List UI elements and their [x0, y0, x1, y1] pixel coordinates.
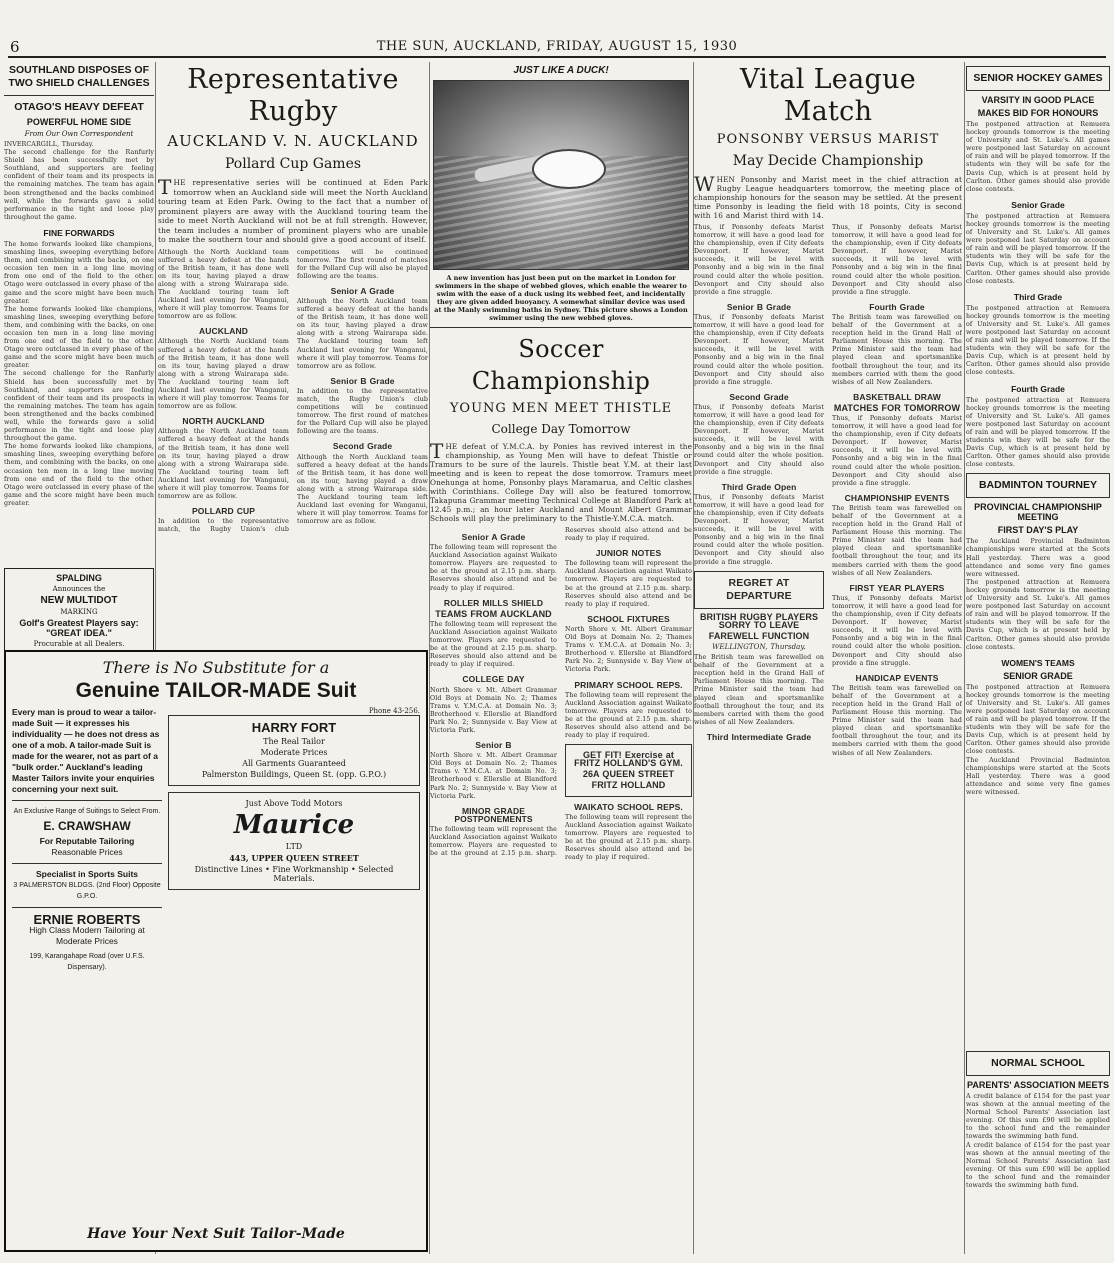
article-body: North Shore v. Mt. Albert Grammar Old Boys at Domain No. 2; Thames Trams v. Y.M.C.A. at Domain No. 3; Brotherhood v. Ellerslie at Blandford Park No. 2; Sunnyside v. Bay View at Victoria Park. [430, 686, 557, 734]
section-head-minor: MINOR GRADE POSTPONEMENTS [454, 805, 533, 824]
subhead-college-day: College Day Tomorrow [491, 422, 631, 436]
headline-league: Vital League Match [739, 64, 917, 127]
section-head-senior-b: Senior B Grade [330, 375, 395, 386]
article-body: North Shore v. Mt. Albert Grammar Old Boys at Domain No. 2; Thames Trams v. Y.M.C.A. at Domain No. 3; Brotherhood v. Ellerslie at Blandford Park No. 2; Sunnyside v. Bay View at Victoria Park. [430, 752, 557, 800]
article-body: Although the North Auckland team suffered a heavy defeat at the hands of the British team, it has done well on its tour, having played a draw along with a strong Wairarapa side. The Auckland touring team left Auckland last evening for Wanganui, where it will play tomorrow. Teams for tomorrow are as follow. [158, 428, 289, 501]
badminton-box [966, 473, 1110, 498]
divider [12, 800, 162, 801]
section-head-third-open: Third Grade Open [721, 481, 797, 492]
section-head-championship: CHAMPIONSHIP EVENTS [844, 492, 950, 503]
article-body: North Shore v. Mt. Albert Grammar Old Boys at Domain No. 2; Thames Trams v. Y.M.C.A. at Domain No. 3; Brotherhood v. Ellerslie at Blandford Park No. 2; Sunnyside v. Bay View at Victoria Park. [565, 625, 692, 674]
crawshaw-spec: Specialist in Sports Suits [35, 869, 139, 879]
byline: From Our Own Correspondent [24, 130, 134, 138]
section-head-senior-a: Senior A Grade [330, 285, 395, 296]
headline-hockey: SENIOR HOCKEY GAMES [973, 72, 1103, 84]
crawshaw-name: E. CRAWSHAW [43, 819, 131, 833]
maurice-above: Just Above Todd Motors [245, 799, 343, 808]
article-columns [158, 249, 428, 535]
article-body: The home forwards looked like champions, smashing lines, sweeping everything before them, and combining with the backs, on one occasion ten men in a long line moving from one end of the field to the other. Otago were outclassed in every phase of the game and the score might have been much greater. [4, 443, 154, 507]
section-head-north: NORTH AUCKLAND [182, 416, 265, 427]
webbed-glove [534, 151, 604, 187]
section-head-handicap: HANDICAP EVENTS [855, 672, 939, 683]
roberts-tag: High Class Modern Tailoring at Moderate Prices [29, 925, 145, 946]
subhead-ponsonby: PONSONBY VERSUS MARIST [716, 132, 940, 147]
section-head-second: Second Grade [729, 391, 789, 402]
spalding-brand: SPALDING [56, 573, 102, 583]
ad-inner [12, 707, 420, 973]
gym-ad-title: GET FIT! Exercise at FRITZ HOLLAND'S GYM. [574, 750, 683, 769]
section-head-third: Third Grade [1013, 291, 1063, 302]
section-sub-basketball: MATCHES FOR TOMORROW [833, 402, 961, 413]
ad-left [12, 707, 162, 973]
subhead-varsity: VARSITY IN GOOD PLACE [981, 95, 1095, 105]
article-body: The Auckland Provincial Badminton championships were started at the Scots Hall yesterday. There was a good attendance and some very fine games were witnessed. [966, 756, 1110, 796]
section-head-senior-a: Senior A Grade [461, 532, 526, 542]
gym-ad-name: FRITZ HOLLAND [591, 780, 666, 791]
ad-selection: An Exclusive Range of Suitings to Select From. [13, 808, 161, 815]
article-body: Although the North Auckland team suffered a heavy defeat at the hands of the British team, it has done well on its tour, having played a draw along with a strong Wairarapa side. The Auckland touring team left Auckland last evening for Wanganui, where it will play tomorrow. Teams for tomorrow are as follow. [158, 338, 289, 411]
normal-school-block [966, 1047, 1110, 1190]
gym-ad-address: 26A QUEEN STREET [582, 769, 675, 780]
divider [12, 863, 162, 864]
subhead-powerful: POWERFUL HOME SIDE [26, 117, 132, 127]
article-body: The second challenge for the Ranfurly Shield has been successfully met by Southland, and supporters are feeling confident of their team and its prospects in the remaining matches. The team has again been strengthened and the backs combined well, while the forwards gave a solid performance in the tight and loose play throughout the game. [4, 149, 154, 221]
subhead-provincial: PROVINCIAL CHAMPIONSHIP MEETING [974, 502, 1102, 523]
ad-pitch: Every man is proud to wear a tailor-made Suit — it expresses his individuality — he does not dress as one of a mob. A tailor-made Suit is made for the wearer, not as part of a "bulk order." Auckland's leading Master Tailors invite your enquiries concerning your next suit. [12, 707, 160, 794]
subhead-auckland: AUCKLAND V. N. AUCKLAND [167, 132, 419, 150]
article-body: The British team was farewelled on behalf of the Government at a reception held in the Grand Hall of Parliament House this morning. The Prime Minister said the team had played clean and sportsmanlike football throughout the tour, and its members carried with them the good wishes of all New Zealanders. [832, 684, 962, 757]
section-head-waikato: WAIKATO SCHOOL REPS. [574, 801, 683, 812]
photo-caption: A new invention has just been put on the market in London for swimmers in the shape of webbed gloves, which enable the wearer to swim with the ease of a duck using its webbed feet, and incidentally they are given added buoyancy. A somewhat similar device was used at the Manly swimming baths in Sydney. This picture shows a London swimmer using the new webbed gloves. [434, 274, 688, 322]
article-body: A credit balance of £154 for the past year was shown at the annual meeting of the Normal School Parents' Association last evening. Of this sum £90 will be applied to the school fund and the remainder towards the swimming bath fund. [966, 1093, 1110, 1141]
section-head-school: SCHOOL FIXTURES [587, 613, 670, 624]
subhead-honours: MAKES BID FOR HONOURS [977, 108, 1099, 118]
page-number: 6 [10, 38, 20, 56]
divider [12, 907, 162, 908]
article-body: The British team was farewelled on behalf of the Government at a reception held in the Grand Hall of Parliament House this morning. The Prime Minister said the team had played clean and sportsmanlike football throughout the tour, and its members carried with them the good wishes of all New Zealanders. [694, 654, 824, 726]
regret-headline: REGRET AT DEPARTURE [726, 576, 792, 602]
article-body: The following team will represent the Auckland Association against Waikato tomorrow. Players are requested to be at the ground at 2.15 p.m. sharp. Reserves should also attend and be ready to play if required. [565, 691, 692, 740]
article-body: The postponed attraction at Remuera hockey grounds tomorrow is the meeting of University and St. Luke's. All games were postponed last Saturday on account of rain and will be played tomorrow. If the students win they will be safe for the Davis Cup, which is at present held by Carlton. Other games should also provide close contests. [966, 683, 1110, 756]
section-head-senior: Senior Grade [1011, 199, 1065, 210]
regret-box [694, 571, 824, 609]
newspaper-title: THE SUN, AUCKLAND, FRIDAY, AUGUST 15, 1930 [376, 39, 738, 54]
section-head-auckland: AUCKLAND [199, 326, 248, 337]
ad-right [168, 707, 420, 973]
normal-box [966, 1051, 1110, 1076]
spalding-tagline: Golf's Greatest Players say: "GREAT IDEA." [19, 618, 139, 638]
swimmer-photo [433, 80, 689, 270]
article-body: The following team will represent the Auckland Association against Waikato tomorrow. Players are requested to be at the ground at 2.15 p.m. sharp. Reserves should also attend and be ready to play if required. [430, 527, 692, 858]
article-body: Thus, if Ponsonby defeats Marist tomorrow, it will have a good lead for the championship, even if City defeats Devonport. If however, Marist succeeds, it will be level with Ponsonby and a big win in the final round could alter the whole position. Devonport and City should also provide a fine struggle. [694, 493, 824, 566]
fort-name: HARRY FORT [251, 720, 337, 735]
spalding-dealers: Procurable at all Dealers. [33, 640, 125, 648]
subhead-otago: OTAGO'S HEAVY DEFEAT [14, 101, 144, 113]
fort-garments: All Garments Guaranteed [242, 759, 346, 768]
article-body: The postponed attraction at Remuera hockey grounds tomorrow is the meeting of University and St. Luke's. All games were postponed last Saturday on account of rain and will be played tomorrow. If the students win they will be safe for the Davis Cup, which is at present held by Carlton. Other games should also provide close contests. [966, 578, 1110, 651]
article-body: Although the North Auckland team suffered a heavy defeat at the hands of the British team, it has done well on its tour, having played a draw along with a strong Wairarapa side. The Auckland touring team left Auckland last evening for Wanganui, where it will play tomorrow. Teams for tomorrow are as follow. [158, 248, 289, 321]
wellington-dateline: WELLINGTON, Thursday. [712, 642, 806, 651]
article-body: In addition to the representative match, the Rugby Union's club competitions will be continued tomorrow. The first round of matches for the Pollard Cup will also be played following are the teams. [158, 248, 428, 534]
article-body: Thus, if Ponsonby defeats Marist tomorrow, it will have a good lead for the championship, even if City defeats Devonport. If however, Marist succeeds, it will be level with Ponsonby and a big win in the final round could alter the whole position. Devonport and City should also provide a fine struggle. [694, 313, 824, 386]
article-body: The home forwards looked like champions, smashing lines, sweeping everything before them, and combining with the backs, on one occasion ten men in a long line moving from one end of the field to the other. Otago were outclassed in every phase of the game and the score might have been much greater. [4, 305, 154, 370]
ad-line1: There is No Substitute for a [102, 658, 330, 677]
fort-box [168, 715, 420, 786]
tailor-advertisement [4, 650, 428, 1252]
spalding-ad [4, 568, 154, 655]
article-body: The postponed attraction at Remuera hockey grounds tomorrow is the meeting of University and St. Luke's. All games were postponed last Saturday on account of rain and will be played tomorrow. If the students win they will be safe for the Davis Cup, which is at present held by Carlton. Other games should also provide close contests. [966, 396, 1110, 469]
article-body: The following team will represent the Auckland Association against Waikato tomorrow. Players are requested to be at the ground at 2.15 p.m. sharp. Reserves should also attend and be ready to play if required. [430, 620, 557, 669]
hockey-head-box [966, 66, 1110, 91]
section-head-pollard: POLLARD CUP [192, 506, 255, 517]
article-columns [430, 527, 692, 862]
section-sub-roller: TEAMS FROM AUCKLAND [435, 608, 552, 619]
article-body: The following team will represent the Auckland Association against Waikato tomorrow. Players are requested to be at the ground at 2.15 p.m. sharp. Reserves should also attend and be ready to play if required. [565, 560, 692, 608]
maurice-name: Maurice [233, 810, 355, 840]
crawshaw-price: Reasonable Prices [51, 847, 123, 857]
article-body: Thus, if Ponsonby defeats Marist tomorrow, it will have a good lead for the championship, even if City defeats Devonport. If however, Marist succeeds, it will be level with Ponsonby and a big win in the final round could alter the whole position. Devonport and City should also provide a fine struggle. [832, 414, 962, 487]
section-head-senior-b: Senior B [475, 740, 512, 751]
farewell-subhead: FAREWELL FUNCTION [708, 630, 810, 641]
section-head-fourth: Fourth Grade [869, 301, 925, 312]
article-body: The British team was farewelled on behalf of the Government at a reception held in the Grand Hall of Parliament House this morning. The Prime Minister said the team had played clean and sportsmanlike football throughout the tour, and its members carried with them the good wishes of all New Zealanders. [832, 504, 962, 577]
section-head-primary: PRIMARY SCHOOL REPS. [574, 679, 683, 690]
article-body: A credit balance of £154 for the past year was shown at the annual meeting of the Normal School Parents' Association last evening. Of this sum £90 will be applied to the school fund and the remainder towards the swimming bath fund. [966, 1141, 1110, 1190]
article-lead: THE defeat of Y.M.C.A. by Ponies has revived interest in the championship, as Young Men will have to defeat Thistle or Tramurs to be sure of the laurels. Thistle beat Y.M. at their last meeting and is keen to repeat the dose tomorrow. Tramurs meet Onehunga at home, Ponsonby plays Maramarua, and Celtic clashes with Corinthians. College Day will also be featured tomorrow, Takapuna Grammar meeting Technical College at Blandford Park at 12.45 p.m.; an hour later Auckland and Mount Albert Grammar Schools will play the preliminary to the Thistle-Y.M.C.A. match. [430, 439, 692, 523]
headline-normal: NORMAL SCHOOL [991, 1057, 1085, 1069]
article-body: The second challenge for the Ranfurly Shield has been successfully met by Southland, and supporters are feeling confident of their team and its prospects in the remaining matches. The team has again been strengthened and the backs combined well, while the forwards gave a solid performance in the tight and loose play throughout the game. [4, 370, 154, 443]
article-body: Thus, if Ponsonby defeats Marist tomorrow, it will have a good lead for the championship, even if City defeats Devonport. If however, Marist succeeds, it will be level with Ponsonby and a big win in the final round could alter the whole position. Devonport and City should also provide a fine struggle. [694, 403, 824, 476]
maurice-tag: Distinctive Lines • Fine Workmanship • Selected Materials. [194, 865, 394, 883]
dateline: INVERCARGILL, Thursday. [4, 141, 94, 148]
article-body: In addition to the representative match, the Rugby Union's club competitions will be continued tomorrow. The first round of matches for the Pollard Cup will also be played following are the teams. [297, 387, 428, 436]
spalding-product: NEW MULTIDOT [40, 595, 118, 606]
ad-footer: Have Your Next Suit Tailor-Made [87, 1226, 345, 1242]
column-soccer [430, 62, 692, 1254]
article-lead: THE representative series will be continued at Eden Park tomorrow when an Auckland side will meet the North Auckland touring team at Eden Park. Owing to the fact that a number of prominent players are away with the Auckland touring team the side to meet North Auckland will not be at full strength. However, the team includes a number of prominent players who are unable to make the southern tour and should give a good account of itself. [158, 175, 428, 244]
article-body: The postponed attraction at Remuera hockey grounds tomorrow is the meeting of University and St. Luke's. All games were postponed last Saturday on account of rain and will be played tomorrow. If the students win they will be safe for the Davis Cup, which is at present held by Carlton. Other games should also provide close contests. [966, 304, 1110, 377]
maurice-ltd: LTD [285, 842, 303, 851]
section-head-junior: JUNIOR NOTES [595, 548, 662, 559]
article-body: Thus, if Ponsonby defeats Marist tomorrow, it will have a good lead for the championship, even if City defeats Devonport. If however, Marist succeeds, it will be level with Ponsonby and a big win in the final round could alter the whole position. Devonport and City should also provide a fine struggle. [832, 224, 962, 296]
article-body: The postponed attraction at Remuera hockey grounds tomorrow is the meeting of University and St. Luke's. All games were postponed last Saturday on account of rain and will be played tomorrow. If the students win they will be safe for the Davis Cup, which is at present held by Carlton. Other games should also provide close contests. [966, 121, 1110, 193]
article-body: The following team will represent the Auckland Association against Waikato tomorrow. Players are requested to be at the ground at 2.15 p.m. sharp. Reserves should also attend and be ready to play if required. [565, 813, 692, 862]
article-body: Thus, if Ponsonby defeats Marist tomorrow, it will have a good lead for the championship, even if City defeats Devonport. If however, Marist succeeds, it will be level with Ponsonby and a big win in the final round could alter the whole position. Devonport and City should also provide a fine struggle. [832, 594, 962, 667]
section-head-first-year: FIRST YEAR PLAYERS [849, 582, 945, 593]
section-head-college: COLLEGE DAY [462, 674, 525, 685]
subhead-parents: PARENTS' ASSOCIATION MEETS [967, 1080, 1109, 1090]
section-head-senior-b: Senior B Grade [726, 301, 792, 312]
subhead-pollard: Pollard Cup Games [224, 156, 362, 172]
roberts-address: 199, Karangahape Road (over U.F.S. Dispensary). [29, 953, 145, 971]
crawshaw-tag: For Reputable Tailoring [39, 836, 135, 846]
section-head-fourth: Fourth Grade [1011, 383, 1065, 394]
ad-line2: Genuine TAILOR-MADE Suit [75, 679, 357, 702]
article-body: The following team will represent the Auckland Association against Waikato tomorrow. Players are requested to be at the ground at 2.15 p.m. sharp. Reserves should also attend and be ready to play if required. [430, 544, 557, 592]
section-head-third-int: Third Intermediate Grade [706, 731, 812, 742]
fort-address: Palmerston Buildings, Queen St. (opp. G.P.O.) [201, 770, 387, 779]
article-body: The British team was farewelled on behalf of the Government at a reception held in the Grand Hall of Parliament House this morning. The Prime Minister said the team had played clean and sportsmanlike football throughout the tour, and its members carried with them the good wishes of all New Zealanders. [832, 313, 962, 386]
subhead-first-day: FIRST DAY'S PLAY [997, 525, 1079, 536]
headline-soccer: Soccer Championship [471, 335, 651, 395]
article-body: Although the North Auckland team suffered a heavy defeat at the hands of the British team, it has done well on its tour, having played a draw along with a strong Wairarapa side. The Auckland touring team left Auckland last evening for Wanganui, where it will play tomorrow. Teams for tomorrow are as follow. [297, 453, 428, 526]
article-body: The home forwards looked like champions, smashing lines, sweeping everything before them, and combining with the backs, on one occasion ten men in a long line moving from one end of the field to the other. Otago were outclassed in every phase of the game and the score might have been much greater. [4, 240, 154, 305]
spalding-marking: MARKING [60, 608, 98, 616]
fort-tag: The Real Tailor [263, 737, 325, 746]
subhead-young-men: YOUNG MEN MEET THISTLE [449, 401, 673, 416]
headline-rugby: Representative Rugby [187, 64, 399, 127]
crawshaw-address: 3 PALMERSTON BLDGS. (2nd Floor) Opposite G.P.O. [13, 882, 161, 900]
section-sub-senior: SENIOR GRADE [1003, 670, 1073, 681]
fort-price: Moderate Prices [260, 748, 328, 757]
ad-phone: Phone 43-256. [368, 707, 420, 715]
column-league [694, 62, 962, 1254]
masthead [8, 36, 1106, 58]
article-body: Although the North Auckland team suffered a heavy defeat at the hands of the British team, it has done well on its tour, having played a draw along with a strong Wairarapa side. The Auckland touring team left Auckland last evening for Wanganui, where it will play tomorrow. Teams for tomorrow are as follow. [297, 297, 428, 370]
headline-badminton: BADMINTON TOURNEY [978, 479, 1098, 492]
divider [430, 327, 692, 328]
photo-headline: JUST LIKE A DUCK! [513, 65, 609, 76]
column-rule [964, 62, 965, 1254]
article-body: Thus, if Ponsonby defeats Marist tomorrow, it will have a good lead for the championship, even if City defeats Devonport. If however, Marist succeeds, it will be level with Ponsonby and a big win in the final round could alter the whole position. Devonport and City should also provide a fine struggle. [694, 224, 824, 296]
article-columns [694, 224, 962, 758]
section-head-womens: WOMEN'S TEAMS [1001, 657, 1075, 668]
spalding-announces: Announces the [52, 585, 106, 593]
section-head-forwards: FINE FORWARDS [43, 227, 115, 238]
article-lead: WHEN Ponsonby and Marist meet in the chief attraction at Rugby League headquarters tomorrow, the meeting place of championship honours for the season may be settled. At the present time Ponsonby is leading the field with 18 points, City is second with 16 and Marist third with 14. [694, 172, 962, 220]
section-head-roller: ROLLER MILLS SHIELD [443, 597, 544, 608]
section-head-basketball: BASKETBALL DRAW [853, 391, 941, 402]
divider [4, 95, 154, 96]
article-body: The Auckland Provincial Badminton championships were started at the Scots Hall yesterday. There was a good attendance and some very fine games were witnessed. [966, 538, 1110, 578]
article-body: The postponed attraction at Remuera hockey grounds tomorrow is the meeting of University and St. Luke's. All games were postponed last Saturday on account of rain and will be played tomorrow. If the students win they will be safe for the Davis Cup, which is at present held by Carlton. Other games should also provide close contests. [966, 212, 1110, 285]
maurice-address: 443, UPPER QUEEN STREET [229, 853, 359, 863]
subhead-decide: May Decide Championship [732, 153, 924, 169]
maurice-box [168, 792, 420, 890]
gym-ad [565, 744, 692, 796]
section-head-second: Second Grade [332, 441, 393, 452]
regret-subhead: BRITISH RUGBY PLAYERS SORRY TO LEAVE [699, 611, 819, 630]
roberts-name: ERNIE ROBERTS [33, 912, 141, 927]
headline-southland: SOUTHLAND DISPOSES OF TWO SHIELD CHALLENGES [8, 64, 150, 89]
column-hockey [966, 62, 1110, 1254]
